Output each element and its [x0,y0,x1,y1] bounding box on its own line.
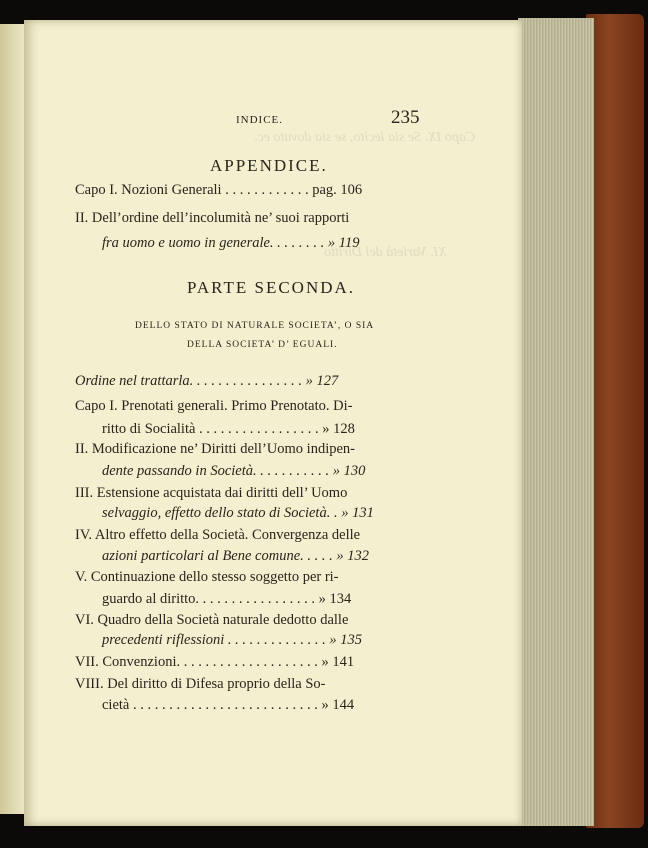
facing-page [0,24,26,814]
toc-entry-line: III. Estensione acquistata dai diritti dell’ Uomo [75,485,348,501]
toc-entry-line: guardo al diritto. . . . . . . . . . . . . . . . . » 134 [102,591,352,607]
page-edges [518,18,594,826]
book-page [24,20,522,826]
toc-entry-line: VII. Convenzioni. . . . . . . . . . . . . . . . . . . . » 141 [75,654,355,670]
toc-entry-line: V. Continuazione dello stesso soggetto per ri- [75,569,339,585]
running-head: INDICE. [236,114,284,126]
toc-entry-line: azioni particolari al Bene comune. . . . . » 132 [102,548,370,564]
toc-entry-line: ritto di Socialità . . . . . . . . . . . . . . . . . » 128 [102,421,355,437]
toc-entry-line: precedenti riflessioni . . . . . . . . . . . . . . » 135 [102,632,363,648]
toc-entry-line: dente passando in Società. . . . . . . . . . . » 130 [102,463,366,479]
toc-entry-line: selvaggio, effetto dello stato di Società. . » 131 [102,505,374,521]
section-subtitle: DELLO STATO DI NATURALE SOCIETA’, O SIA [135,321,375,331]
section-subtitle: DELLA SOCIETA’ D’ EGUALI. [187,340,338,350]
toc-entry-line: IV. Altro effetto della Società. Convergenza delle [75,527,361,543]
page-number: 235 [391,107,420,128]
section-title-appendice: APPENDICE. [210,156,328,175]
bleed-through: XI. Varietà del Diritto [324,245,447,260]
toc-entry-line: VI. Quadro della Società naturale dedotto dalle [75,612,349,628]
toc-entry-line: II. Modificazione ne’ Diritti dell’Uomo indipen- [75,441,355,457]
book-cover [586,14,644,828]
bleed-through: Capo IX. Se sia lecito, se sia dovuto ec. [254,130,476,145]
toc-entry-line: II. Dell’ordine dell’incolumità ne’ suoi rapporti [75,210,350,226]
toc-entry-line: Capo I. Nozioni Generali . . . . . . . . . . . . pag. 106 [75,182,363,198]
toc-entry-line: VIII. Del diritto di Difesa proprio della So- [75,676,326,692]
section-title-parte-seconda: PARTE SECONDA. [187,278,356,297]
toc-entry-line: Ordine nel trattarla. . . . . . . . . . . . . . . . » 127 [75,373,339,389]
toc-entry-line: fra uomo e uomo in generale. . . . . . . . » 119 [102,235,360,251]
toc-entry-line: cietà . . . . . . . . . . . . . . . . . . . . . . . . . . » 144 [102,697,355,713]
toc-entry-line: Capo I. Prenotati generali. Primo Prenotato. Di- [75,398,353,414]
